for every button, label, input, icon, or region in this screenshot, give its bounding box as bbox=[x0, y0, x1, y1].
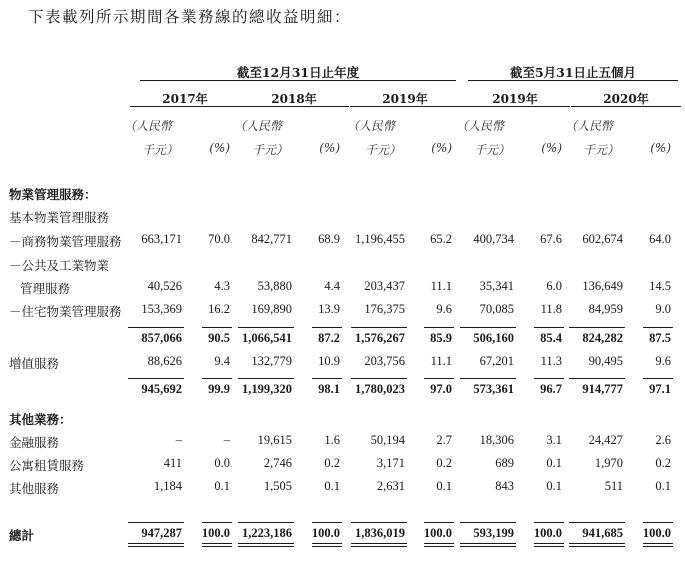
subtotal2-top-rule-2 bbox=[238, 378, 294, 379]
row-10-cell-9: 2.6 bbox=[655, 433, 671, 447]
group-header-year-ended-dec31: 截至12月31日止年度 bbox=[236, 65, 360, 80]
row-2-cell-3: 68.9 bbox=[318, 232, 340, 246]
row-label-4: 管理服務 bbox=[20, 281, 71, 296]
row-12-cell-1: 0.1 bbox=[214, 479, 230, 493]
row-label-12: 其他服務 bbox=[9, 481, 60, 496]
row-label-3: －公共及工業物業 bbox=[9, 258, 110, 273]
row-6-cell-9: 87.5 bbox=[649, 331, 671, 345]
unit-pct-0: (%) bbox=[209, 141, 230, 155]
row-label-13: 總計 bbox=[9, 528, 35, 543]
total-bottom-rule-a-5 bbox=[424, 543, 454, 544]
subtotal2-top-rule-8 bbox=[569, 378, 625, 379]
row-4-cell-7: 6.0 bbox=[546, 279, 562, 293]
row-2-cell-0: 663,171 bbox=[141, 232, 182, 246]
row-2-cell-5: 65.2 bbox=[430, 232, 452, 246]
total-bottom-rule-a-4 bbox=[351, 543, 407, 544]
total-top-rule-5 bbox=[424, 522, 454, 523]
subtotal2-top-rule-6 bbox=[460, 378, 516, 379]
row-10-cell-0: – bbox=[175, 433, 182, 447]
unit-amount-line1-1: （人民幣 bbox=[234, 119, 283, 133]
row-label-2: －商務物業管理服務 bbox=[9, 234, 122, 249]
unit-pct-4: (%) bbox=[650, 141, 671, 155]
row-12-cell-5: 0.1 bbox=[436, 479, 452, 493]
subtotal2-top-rule-3 bbox=[312, 378, 342, 379]
row-11-cell-8: 1,970 bbox=[594, 456, 623, 470]
year-header-0: 2017年 bbox=[162, 92, 208, 106]
total-bottom-rule-b-6 bbox=[460, 546, 516, 547]
row-label-0: 物業管理服務： bbox=[9, 187, 97, 202]
row-5-cell-6: 70,085 bbox=[479, 302, 514, 316]
unit-amount-line2-0: 千元） bbox=[142, 143, 179, 157]
intro-text: 下表載列所示期間各業務線的總收益明細： bbox=[28, 8, 352, 26]
row-8-cell-8: 914,777 bbox=[582, 382, 623, 396]
row-7-cell-4: 203,756 bbox=[364, 354, 405, 368]
total-top-rule-7 bbox=[534, 522, 564, 523]
total-top-rule-2 bbox=[238, 522, 294, 523]
subtotal1-top-rule-3 bbox=[312, 327, 342, 328]
total-top-rule-4 bbox=[351, 522, 407, 523]
total-top-rule-0 bbox=[128, 522, 184, 523]
year-header-2: 2019年 bbox=[382, 92, 428, 106]
row-8-cell-3: 98.1 bbox=[318, 382, 340, 396]
total-bottom-rule-a-6 bbox=[460, 543, 516, 544]
subtotal1-top-rule-5 bbox=[424, 327, 454, 328]
row-11-cell-1: 0.0 bbox=[214, 456, 230, 470]
row-6-cell-5: 85.9 bbox=[430, 331, 452, 345]
row-5-cell-2: 169,890 bbox=[251, 302, 292, 316]
total-bottom-rule-b-0 bbox=[128, 546, 184, 547]
row-2-cell-4: 1,196,455 bbox=[355, 232, 405, 246]
row-8-cell-5: 97.0 bbox=[430, 382, 452, 396]
unit-amount-line1-2: （人民幣 bbox=[347, 119, 396, 133]
year-rule-1 bbox=[239, 106, 349, 107]
total-bottom-rule-b-2 bbox=[238, 546, 294, 547]
subtotal2-top-rule-9 bbox=[643, 378, 673, 379]
row-2-cell-2: 842,771 bbox=[251, 232, 292, 246]
row-11-cell-9: 0.2 bbox=[655, 456, 671, 470]
subtotal1-top-rule-7 bbox=[534, 327, 564, 328]
year-rule-2 bbox=[350, 106, 460, 107]
total-bottom-rule-b-9 bbox=[643, 546, 673, 547]
row-8-cell-7: 96.7 bbox=[540, 382, 562, 396]
unit-amount-line1-3: （人民幣 bbox=[456, 119, 505, 133]
subtotal1-top-rule-2 bbox=[238, 327, 294, 328]
row-13-cell-9: 100.0 bbox=[642, 526, 671, 540]
row-4-cell-4: 203,437 bbox=[364, 279, 405, 293]
row-7-cell-9: 9.6 bbox=[655, 354, 671, 368]
row-12-cell-3: 0.1 bbox=[324, 479, 340, 493]
subtotal2-top-rule-0 bbox=[128, 378, 184, 379]
year-header-1: 2018年 bbox=[271, 92, 317, 106]
unit-amount-line2-3: 千元） bbox=[474, 143, 511, 157]
group-rule-dec31 bbox=[140, 80, 456, 81]
total-bottom-rule-a-8 bbox=[569, 543, 625, 544]
row-13-cell-4: 1,836,019 bbox=[355, 526, 405, 540]
total-top-rule-1 bbox=[202, 522, 232, 523]
row-label-1: 基本物業管理服務 bbox=[9, 210, 110, 225]
row-11-cell-6: 689 bbox=[495, 456, 514, 470]
row-8-cell-2: 1,199,320 bbox=[242, 382, 292, 396]
total-bottom-rule-a-0 bbox=[128, 543, 184, 544]
row-5-cell-0: 153,369 bbox=[141, 302, 182, 316]
unit-pct-2: (%) bbox=[431, 141, 452, 155]
row-4-cell-1: 4.3 bbox=[214, 279, 230, 293]
row-10-cell-3: 1.6 bbox=[324, 433, 340, 447]
year-rule-3 bbox=[460, 106, 570, 107]
row-13-cell-5: 100.0 bbox=[423, 526, 452, 540]
row-8-cell-0: 945,692 bbox=[141, 382, 182, 396]
unit-amount-line1-4: （人民幣 bbox=[565, 119, 614, 133]
row-12-cell-9: 0.1 bbox=[655, 479, 671, 493]
row-11-cell-2: 2,746 bbox=[263, 456, 292, 470]
row-13-cell-3: 100.0 bbox=[311, 526, 340, 540]
row-2-cell-8: 602,674 bbox=[582, 232, 623, 246]
subtotal2-top-rule-4 bbox=[351, 378, 407, 379]
subtotal2-top-rule-5 bbox=[424, 378, 454, 379]
row-8-cell-9: 97.1 bbox=[649, 382, 671, 396]
row-7-cell-1: 9.4 bbox=[214, 354, 230, 368]
row-2-cell-1: 70.0 bbox=[208, 232, 230, 246]
row-10-cell-2: 19,615 bbox=[257, 433, 292, 447]
row-7-cell-6: 67,201 bbox=[479, 354, 514, 368]
total-top-rule-6 bbox=[460, 522, 516, 523]
total-bottom-rule-b-7 bbox=[534, 546, 564, 547]
row-12-cell-0: 1,184 bbox=[153, 479, 182, 493]
row-5-cell-8: 84,959 bbox=[588, 302, 623, 316]
row-6-cell-0: 857,066 bbox=[141, 331, 182, 345]
row-7-cell-5: 11.1 bbox=[430, 354, 452, 368]
row-2-cell-6: 400,734 bbox=[473, 232, 514, 246]
row-5-cell-3: 13.9 bbox=[318, 302, 340, 316]
unit-pct-3: (%) bbox=[541, 141, 562, 155]
year-header-4: 2020年 bbox=[603, 92, 649, 106]
row-label-9: 其他業務： bbox=[9, 412, 72, 427]
row-4-cell-5: 11.1 bbox=[430, 279, 452, 293]
row-13-cell-6: 593,199 bbox=[473, 526, 514, 540]
group-rule-may31 bbox=[468, 80, 678, 81]
unit-amount-line2-4: 千元） bbox=[583, 143, 620, 157]
subtotal1-top-rule-6 bbox=[460, 327, 516, 328]
row-7-cell-3: 10.9 bbox=[318, 354, 340, 368]
unit-amount-line2-1: 千元） bbox=[252, 143, 289, 157]
subtotal1-top-rule-1 bbox=[202, 327, 232, 328]
total-bottom-rule-a-7 bbox=[534, 543, 564, 544]
total-bottom-rule-b-5 bbox=[424, 546, 454, 547]
year-rule-4 bbox=[571, 106, 681, 107]
unit-amount-line2-2: 千元） bbox=[365, 143, 402, 157]
row-6-cell-6: 506,160 bbox=[473, 331, 514, 345]
total-bottom-rule-a-9 bbox=[643, 543, 673, 544]
subtotal1-top-rule-9 bbox=[643, 327, 673, 328]
row-10-cell-7: 3.1 bbox=[546, 433, 562, 447]
row-8-cell-6: 573,361 bbox=[473, 382, 514, 396]
subtotal1-top-rule-0 bbox=[128, 327, 184, 328]
row-7-cell-2: 132,779 bbox=[251, 354, 292, 368]
row-4-cell-0: 40,526 bbox=[147, 279, 182, 293]
total-bottom-rule-a-3 bbox=[312, 543, 342, 544]
row-11-cell-7: 0.1 bbox=[546, 456, 562, 470]
row-6-cell-7: 85.4 bbox=[540, 331, 562, 345]
row-13-cell-1: 100.0 bbox=[201, 526, 230, 540]
year-header-3: 2019年 bbox=[492, 92, 538, 106]
row-5-cell-1: 16.2 bbox=[208, 302, 230, 316]
row-8-cell-1: 99.9 bbox=[208, 382, 230, 396]
row-6-cell-4: 1,576,267 bbox=[355, 331, 405, 345]
row-8-cell-4: 1,780,023 bbox=[355, 382, 405, 396]
row-13-cell-8: 941,685 bbox=[582, 526, 623, 540]
row-7-cell-7: 11.3 bbox=[540, 354, 562, 368]
row-11-cell-5: 0.2 bbox=[436, 456, 452, 470]
row-10-cell-8: 24,427 bbox=[588, 433, 623, 447]
row-10-cell-1: – bbox=[223, 433, 230, 447]
total-bottom-rule-b-4 bbox=[351, 546, 407, 547]
row-10-cell-4: 50,194 bbox=[370, 433, 405, 447]
subtotal1-top-rule-8 bbox=[569, 327, 625, 328]
row-4-cell-3: 4.4 bbox=[324, 279, 340, 293]
row-5-cell-5: 9.6 bbox=[436, 302, 452, 316]
row-6-cell-2: 1,066,541 bbox=[242, 331, 292, 345]
row-12-cell-7: 0.1 bbox=[546, 479, 562, 493]
row-4-cell-2: 53,880 bbox=[257, 279, 292, 293]
total-bottom-rule-a-1 bbox=[202, 543, 232, 544]
row-13-cell-2: 1,223,186 bbox=[242, 526, 292, 540]
row-12-cell-4: 2,631 bbox=[376, 479, 405, 493]
total-bottom-rule-b-3 bbox=[312, 546, 342, 547]
row-7-cell-8: 90,495 bbox=[588, 354, 623, 368]
row-5-cell-7: 11.8 bbox=[540, 302, 562, 316]
total-top-rule-3 bbox=[312, 522, 342, 523]
row-12-cell-6: 843 bbox=[495, 479, 514, 493]
total-top-rule-9 bbox=[643, 522, 673, 523]
row-12-cell-8: 511 bbox=[604, 479, 623, 493]
unit-amount-line1-0: （人民幣 bbox=[124, 119, 173, 133]
row-6-cell-3: 87.2 bbox=[318, 331, 340, 345]
row-label-7: 增值服務 bbox=[9, 356, 60, 371]
row-label-11: 公寓租賃服務 bbox=[9, 458, 85, 473]
row-2-cell-7: 67.6 bbox=[540, 232, 562, 246]
row-6-cell-1: 90.5 bbox=[208, 331, 230, 345]
row-11-cell-0: 411 bbox=[163, 456, 182, 470]
row-5-cell-4: 176,375 bbox=[364, 302, 405, 316]
row-11-cell-3: 0.2 bbox=[324, 456, 340, 470]
subtotal1-top-rule-4 bbox=[351, 327, 407, 328]
row-2-cell-9: 64.0 bbox=[649, 232, 671, 246]
row-11-cell-4: 3,171 bbox=[376, 456, 405, 470]
row-4-cell-9: 14.5 bbox=[649, 279, 671, 293]
subtotal2-top-rule-1 bbox=[202, 378, 232, 379]
row-label-5: －住宅物業管理服務 bbox=[9, 304, 122, 319]
row-label-10: 金融服務 bbox=[9, 435, 60, 450]
subtotal2-top-rule-7 bbox=[534, 378, 564, 379]
total-bottom-rule-b-1 bbox=[202, 546, 232, 547]
row-10-cell-6: 18,306 bbox=[479, 433, 514, 447]
total-bottom-rule-b-8 bbox=[569, 546, 625, 547]
row-13-cell-7: 100.0 bbox=[533, 526, 562, 540]
row-10-cell-5: 2.7 bbox=[436, 433, 452, 447]
unit-pct-1: (%) bbox=[319, 141, 340, 155]
total-top-rule-8 bbox=[569, 522, 625, 523]
group-header-five-months-may31: 截至5月31日止五個月 bbox=[509, 65, 637, 80]
year-rule-0 bbox=[130, 106, 240, 107]
row-7-cell-0: 88,626 bbox=[147, 354, 182, 368]
row-12-cell-2: 1,505 bbox=[263, 479, 292, 493]
row-4-cell-8: 136,649 bbox=[582, 279, 623, 293]
row-13-cell-0: 947,287 bbox=[141, 526, 182, 540]
row-6-cell-8: 824,282 bbox=[582, 331, 623, 345]
total-bottom-rule-a-2 bbox=[238, 543, 294, 544]
row-4-cell-6: 35,341 bbox=[479, 279, 514, 293]
row-5-cell-9: 9.0 bbox=[655, 302, 671, 316]
